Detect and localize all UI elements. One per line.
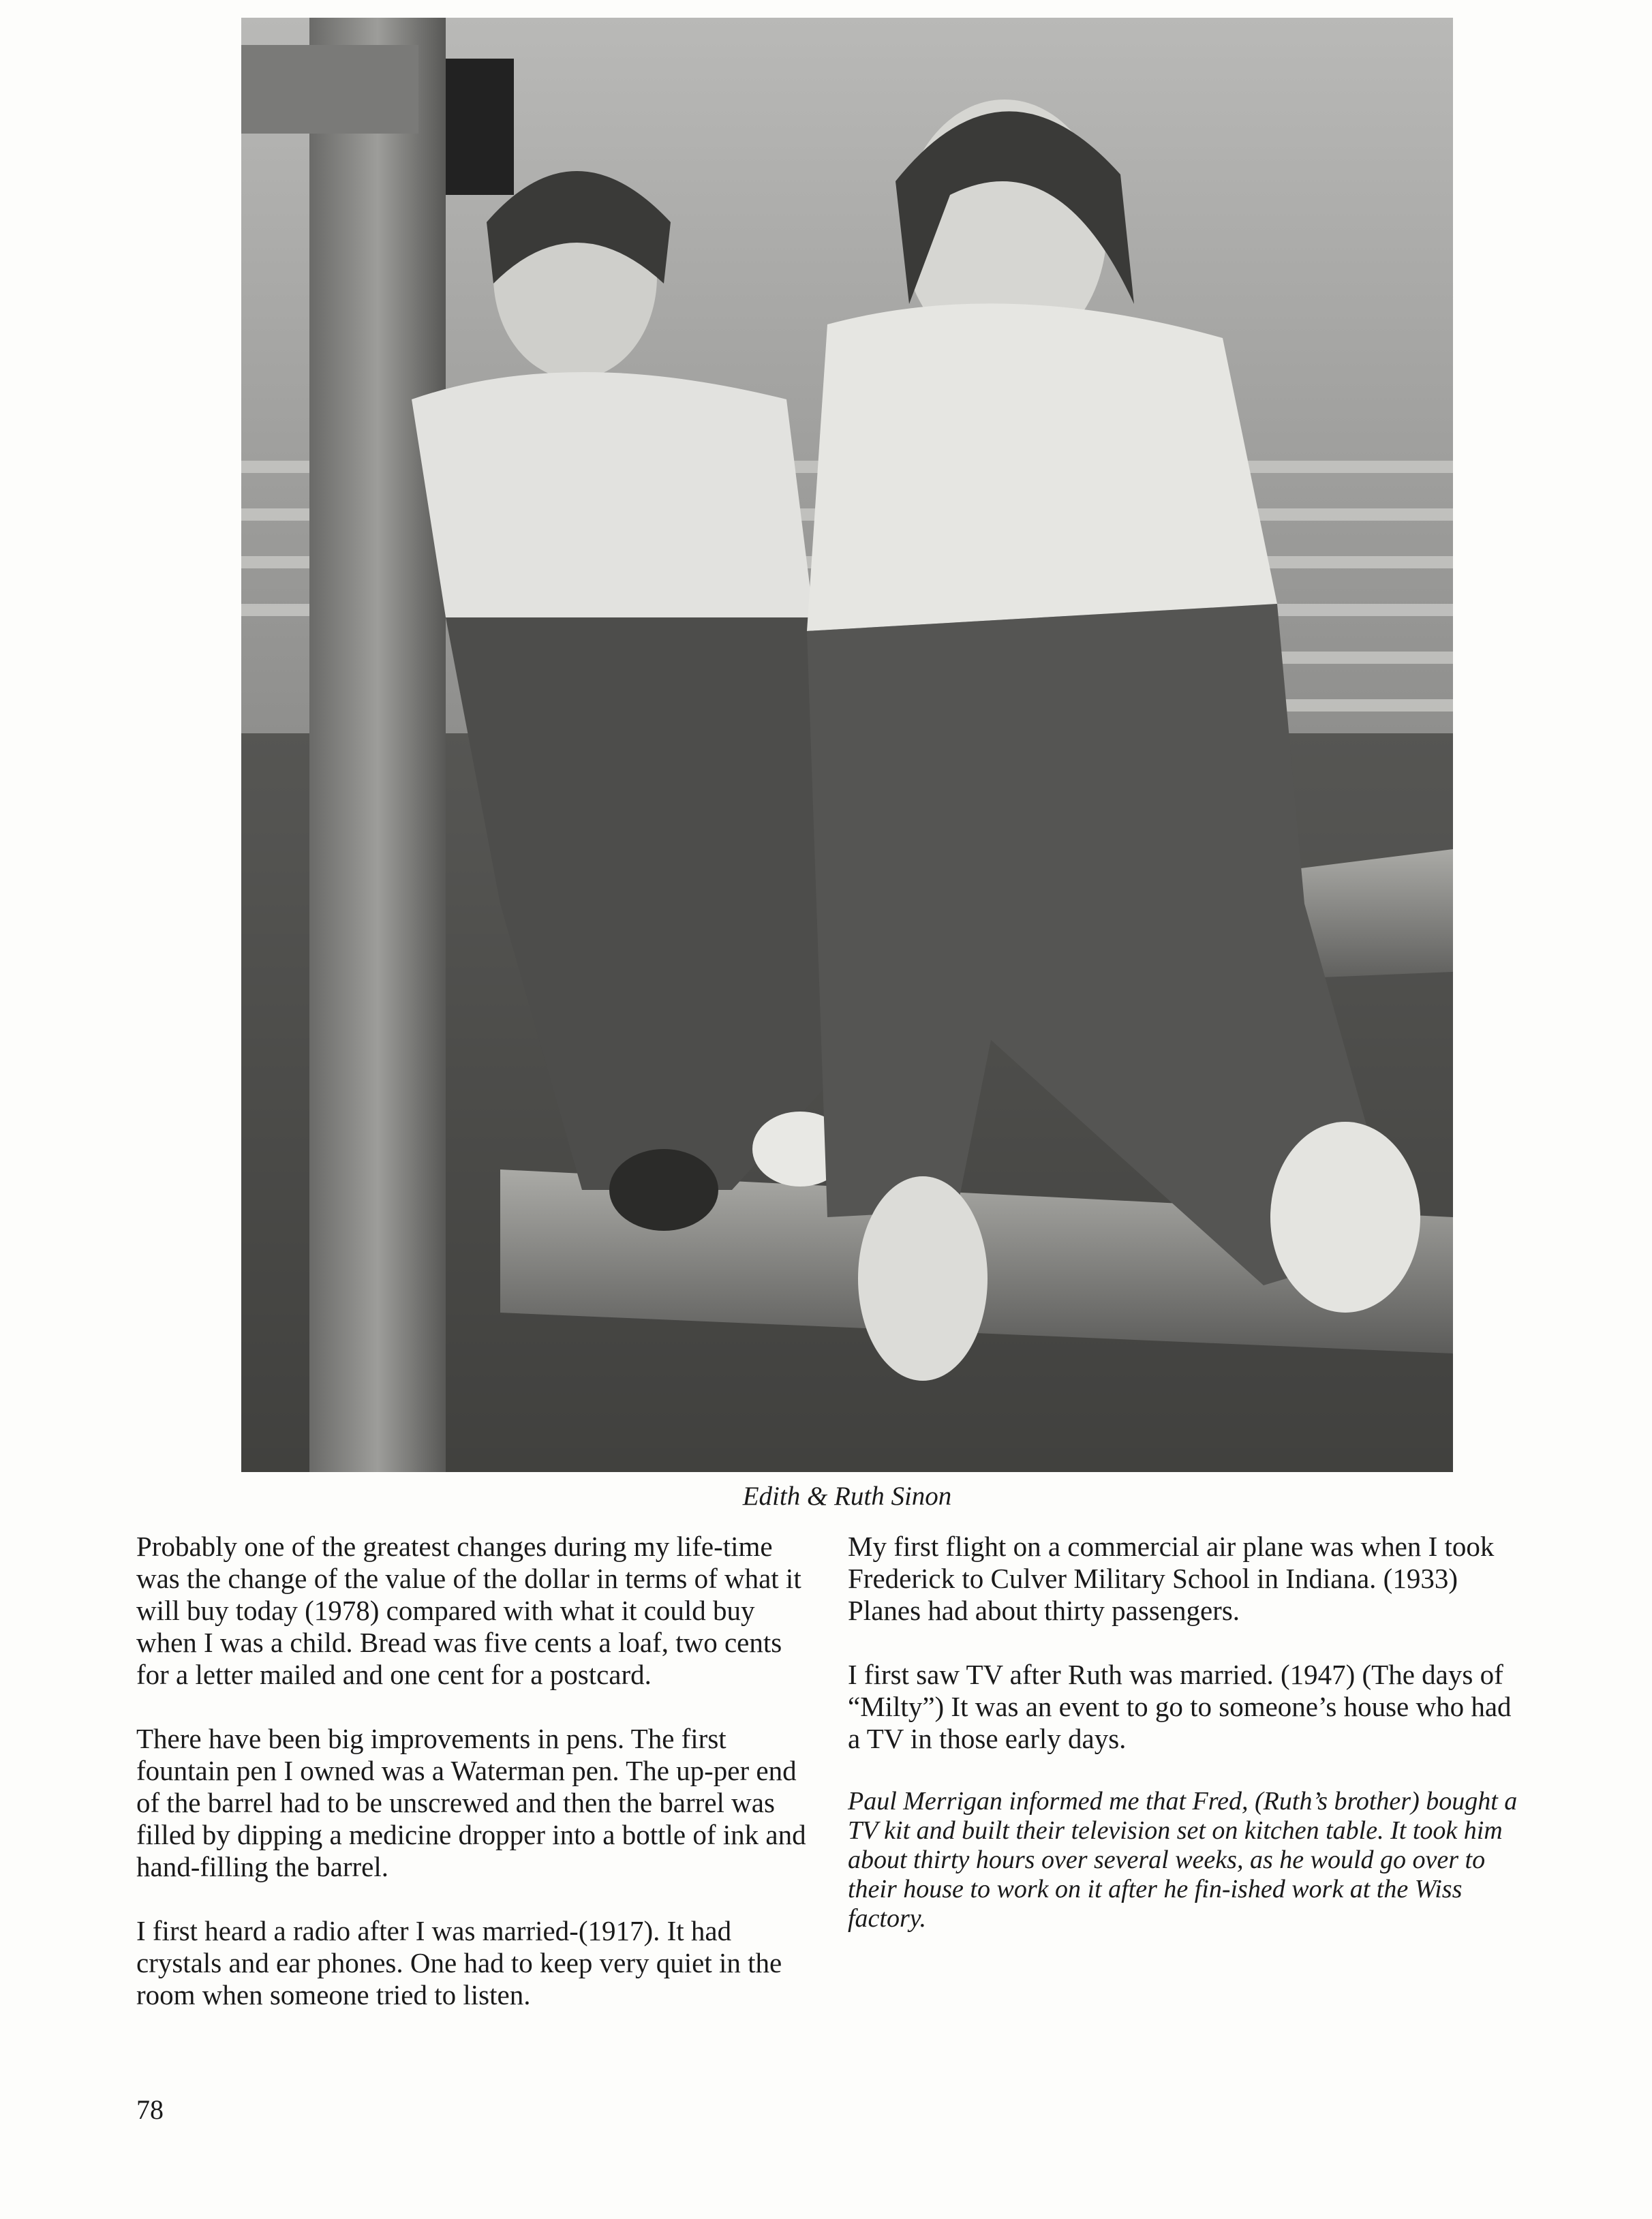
right-column (848, 1531, 1518, 1965)
left-column (136, 1531, 810, 2043)
paragraph-first-tv: I first saw TV after Ruth was married. (1947) (The days of “Milty”) It was an event to go to someone’s house who had a TV in those early days. (848, 1659, 1512, 1754)
paragraph-radio: I first heard a radio after I was married-(1917). It had crystals and ear phones. One had to keep very quiet in the room when someone tried to listen. (136, 1915, 782, 2010)
photograph-edith-ruth-sinon (241, 18, 1453, 1472)
italic-note-tv-kit: Paul Merrigan informed me that Fred, (Ruth’s brother) bought a TV kit and built their television set on kitchen table. It took him about thirty hours over several weeks, as he would go over to their house to work on it after he fin-ished work at the Wiss factory. (848, 1787, 1518, 1933)
photo-caption: Edith & Ruth Sinon (742, 1482, 952, 1511)
paragraph-dollar-value: Probably one of the greatest changes during my life-time was the change of the value of the dollar in terms of what it will buy today (1978) compared with what it could buy when I was a child. Bread was five cents a loaf, two cents for a letter mailed and one cent for a postcard. (136, 1531, 801, 1690)
photo-illustration (241, 18, 1453, 1472)
paragraph-first-flight: My first flight on a commercial air plane was when I took Frederick to Culver Military School in Indiana. (1933) Planes had about thirty passengers. (848, 1531, 1495, 1626)
paragraph-pens: There have been big improvements in pens. The first fountain pen I owned was a Waterman pen. The up-per end of the barrel had to be unscrewed and then the barrel was filled by dipping a medicine dropper into a bottle of ink and hand-filling the barrel. (136, 1723, 806, 1882)
page-number: 78 (136, 2094, 164, 2125)
